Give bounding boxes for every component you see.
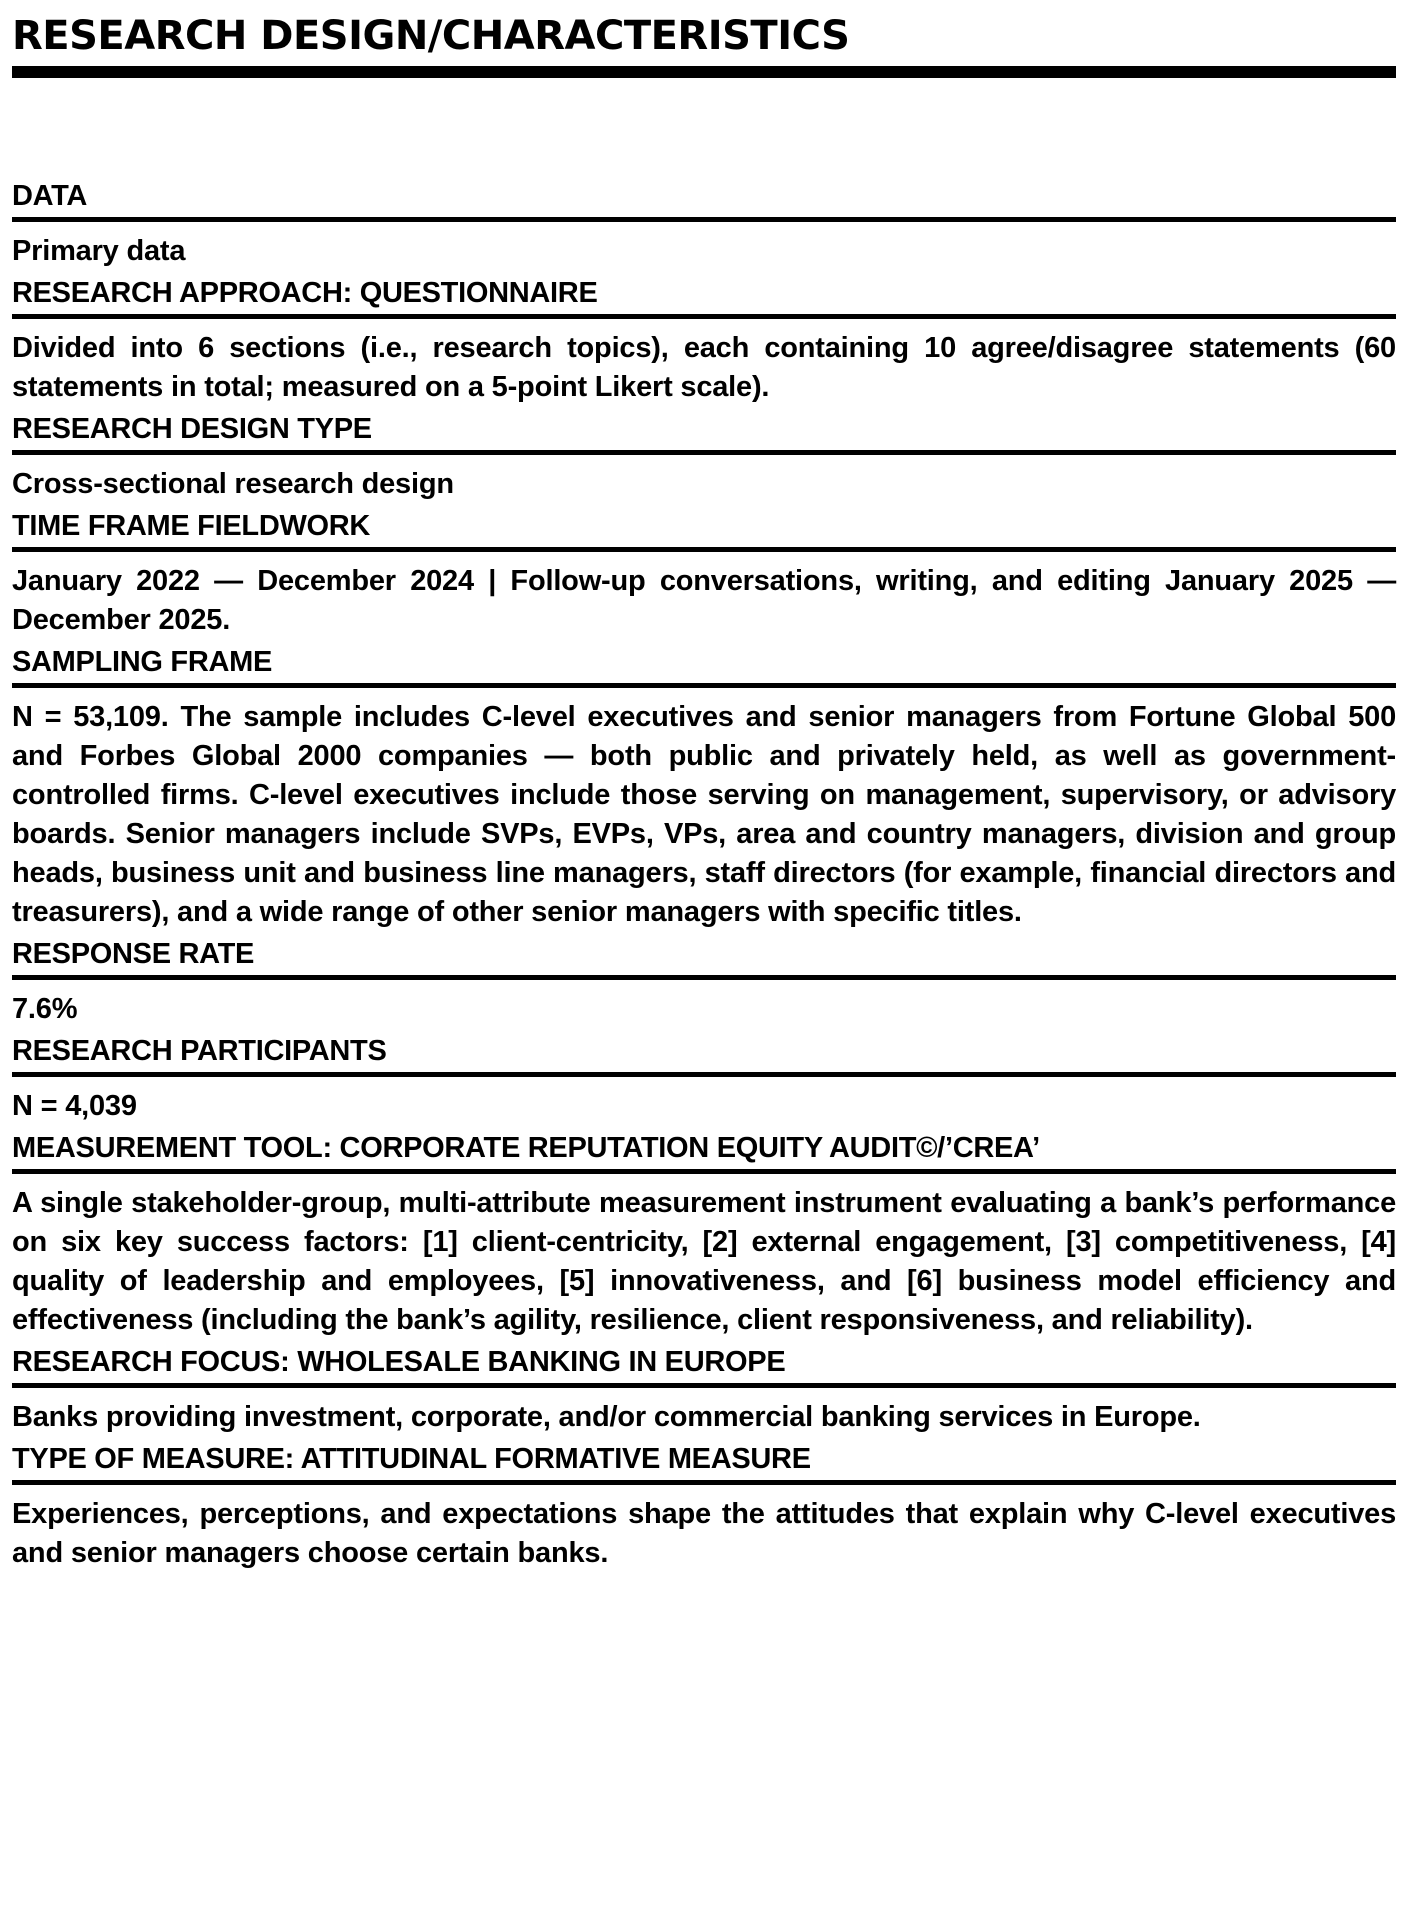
section-rule — [12, 450, 1396, 455]
section-rule — [12, 217, 1396, 222]
section-label: RESEARCH FOCUS: WHOLESALE BANKING IN EUROPE — [12, 1346, 786, 1378]
section-label: SAMPLING FRAME — [12, 646, 273, 678]
section-label: RESPONSE RATE — [12, 938, 255, 970]
section-label: TYPE OF MEASURE: ATTITUDINAL FORMATIVE MEASURE — [12, 1443, 811, 1475]
section-rule — [12, 683, 1396, 688]
section-text: January 2022 — December 2024 | Follow-up conversations, writing, and editing January 2025 — December 2025. — [12, 565, 1396, 636]
section-research-design-type — [12, 413, 1396, 504]
section-rule — [12, 1072, 1396, 1077]
section-label: RESEARCH PARTICIPANTS — [12, 1035, 387, 1067]
section-rule — [12, 314, 1396, 319]
section-label: DATA — [12, 180, 88, 212]
section-text: N = 53,109. The sample includes C-level executives and senior managers from Fortune Global 500 and Forbes Global 2000 companies — both public and privately held, as well as government-controlled firms. C-level executives include those serving on management, supervisory, or advisory boards. Senior managers include SVPs, EVPs, VPs, area and country managers, division and group heads, business unit and business line managers, staff directors (for example, financial directors and treasurers), and a wide range of other senior managers with specific titles. — [12, 701, 1396, 928]
section-data — [12, 180, 1396, 271]
section-label: TIME FRAME FIELDWORK — [12, 510, 371, 542]
section-label: RESEARCH APPROACH: QUESTIONNAIRE — [12, 277, 598, 309]
sections-list — [12, 180, 1396, 1573]
section-text: Experiences, perceptions, and expectations shape the attitudes that explain why C-level executives and senior managers choose certain banks. — [12, 1498, 1396, 1569]
section-label: MEASUREMENT TOOL: CORPORATE REPUTATION EQUITY AUDIT©/’CREA’ — [12, 1132, 1040, 1164]
section-text: N = 4,039 — [12, 1090, 137, 1122]
title-rule — [12, 66, 1396, 78]
section-text: Divided into 6 sections (i.e., research topics), each containing 10 agree/disagree statements (60 statements in total; measured on a 5-point Likert scale). — [12, 332, 1396, 403]
section-text: Banks providing investment, corporate, and/or commercial banking services in Europe. — [12, 1401, 1201, 1433]
section-rule — [12, 547, 1396, 552]
section-sampling-frame — [12, 646, 1396, 932]
section-text: Cross-sectional research design — [12, 468, 454, 500]
section-text: Primary data — [12, 235, 186, 267]
section-type-of-measure — [12, 1443, 1396, 1573]
section-rule — [12, 975, 1396, 980]
section-time-frame — [12, 510, 1396, 640]
section-rule — [12, 1169, 1396, 1174]
section-research-participants — [12, 1035, 1396, 1126]
section-rule — [12, 1480, 1396, 1485]
section-rule — [12, 1383, 1396, 1388]
section-response-rate — [12, 938, 1396, 1029]
section-label: RESEARCH DESIGN TYPE — [12, 413, 372, 445]
section-research-approach — [12, 277, 1396, 407]
section-research-focus — [12, 1346, 1396, 1437]
document-page — [12, 0, 1396, 1579]
section-text: 7.6% — [12, 993, 78, 1025]
page-title: RESEARCH DESIGN/CHARACTERISTICS — [12, 13, 850, 59]
section-measurement-tool — [12, 1132, 1396, 1340]
section-text: A single stakeholder-group, multi-attribute measurement instrument evaluating a bank’s performance on six key success factors: [1] client-centricity, [2] external engagement, [3] competitiveness, [4] quality of leadership and employees, [5] innovativeness, and [6] business model efficiency and effectiveness (including the bank’s agility, resilience, client responsiveness, and reliability). — [12, 1187, 1396, 1336]
